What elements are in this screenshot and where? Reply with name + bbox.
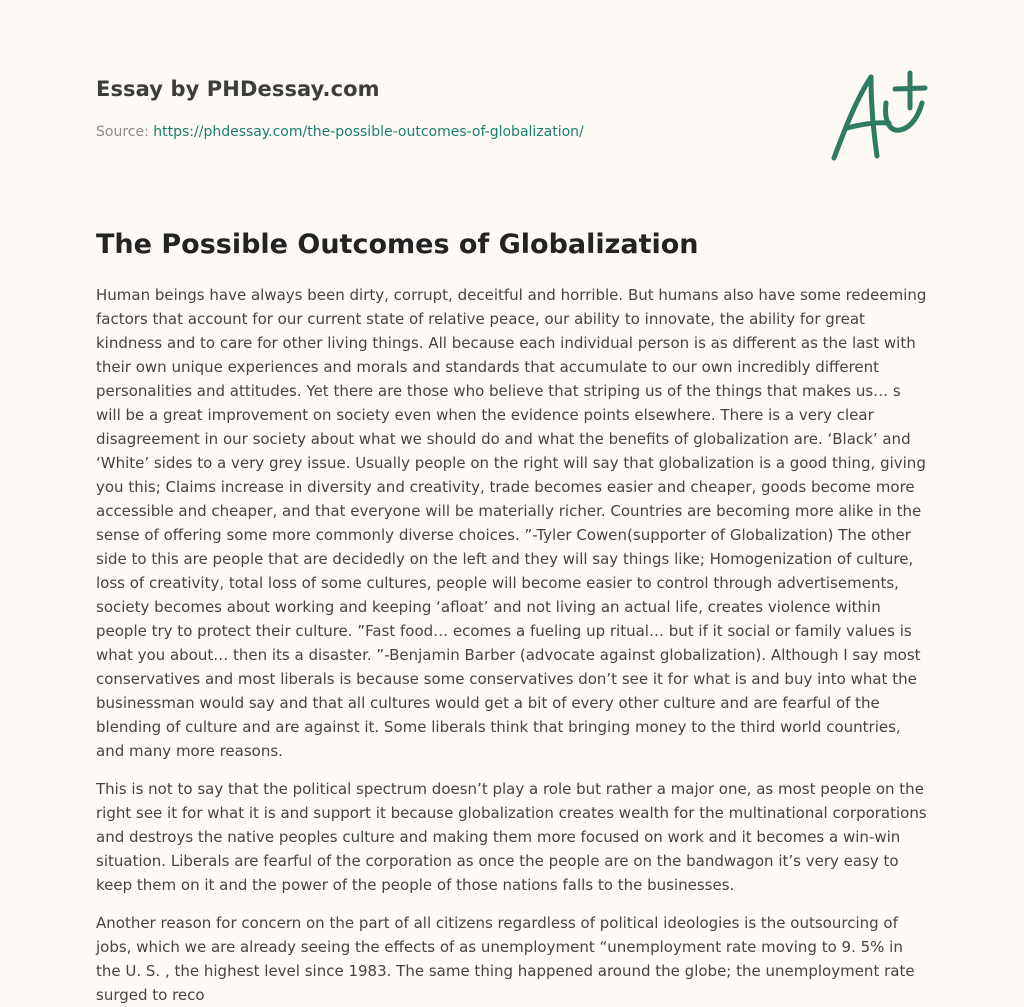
a-plus-logo-icon (826, 68, 932, 164)
source-link[interactable]: https://phdessay.com/the-possible-outcomes-of-globalization/ (153, 124, 584, 140)
page-header (96, 0, 928, 200)
site-title: Essay by PHDessay.com (96, 77, 380, 101)
essay-paragraph: Another reason for concern on the part of all citizens regardless of political ideologies is the outsourcing of jobs, which we are already seeing the effects of as unemployment “unemployment rate moving to 9. 5% in the U. S. , the highest level since 1983. The same thing happened around the globe; the unemployment rate surged to reco (96, 914, 915, 1004)
source-line (96, 124, 584, 140)
essay-body (96, 283, 928, 1007)
source-label: Source: (96, 124, 149, 140)
essay-title: The Possible Outcomes of Globalization (96, 229, 699, 260)
essay-paragraph: Human beings have always been dirty, corrupt, deceitful and horrible. But humans also have some redeeming factors that account for our current state of relative peace, our ability to innovate, the ability for great kindness and to care for other living things. All because each individual person is as different as the last with their own unique experiences and morals and standards that accumulate to our own incredibly different personalities and attitudes. Yet there are those who believe that striping us of the things that makes us… s will be a great improvement on society even when the evidence points elsewhere. There is a very clear disagreement in our society about what we should do and what the benefits of globalization are. ‘Black’ and ‘White’ sides to a very grey issue. Usually people on the right will say that globalization is a good thing, giving you this; Claims increase in diversity and creativity, trade becomes easier and cheaper, goods become more accessible and cheaper, and that everyone will be materially richer. Countries are becoming more alike in the sense of offering some more commonly diverse choices. ”-Tyler Cowen(supporter of Globalization) The other side to this are people that are decidedly on the left and they will say things like; Homogenization of culture, loss of creativity, total loss of some cultures, people will become easier to control through advertisements, society becomes about working and keeping ‘afloat’ and not living an actual life, creates violence within people try to protect their culture. ”Fast food… ecomes a fueling up ritual… but if it social or family values is what you about… then its a disaster. ”-Benjamin Barber (advocate against globalization). Although I say most conservatives and most liberals is because some conservatives don’t see it for what is and buy into what the businessman would say and that all cultures would get a bit of every other culture and are fearful of the blending of culture and are against it. Some liberals think that bringing money to the third world countries, and many more reasons. (96, 286, 927, 760)
essay-paragraph: This is not to say that the political spectrum doesn’t play a role but rather a major one, as most people on the right see it for what it is and support it because globalization creates wealth for the multinational corporations and destroys the native peoples culture and making them more focused on work and it becomes a win-win situation. Liberals are fearful of the corporation as once the people are on the bandwagon it’s very easy to keep them on it and the power of the people of those nations falls to the businesses. (96, 780, 927, 894)
